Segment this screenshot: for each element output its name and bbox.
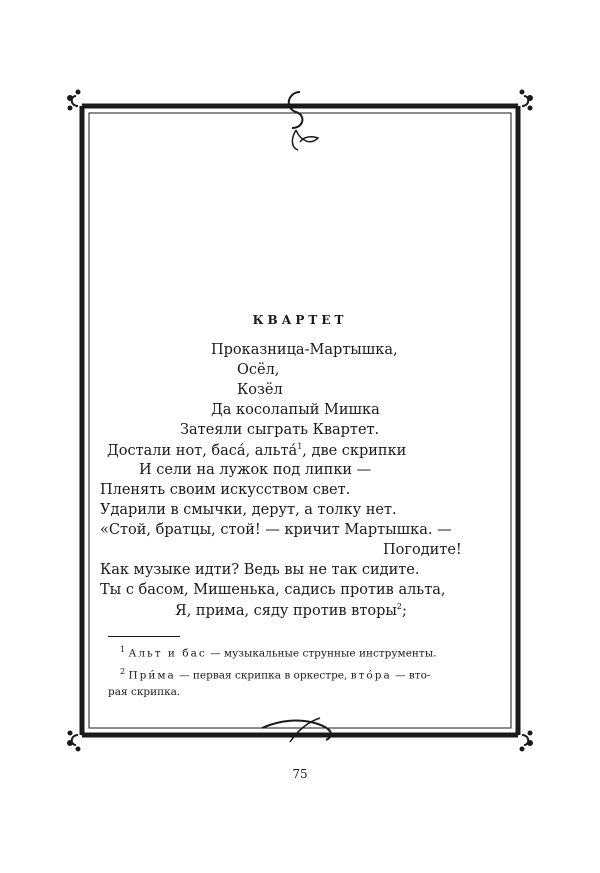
footnote-divider — [108, 636, 180, 637]
footnote-text: — вто- — [391, 669, 431, 681]
footnote-text: — музыкальные струнные инструменты. — [206, 647, 437, 660]
footnote-ref: 1 — [297, 442, 303, 451]
poem-line: Осёл, — [237, 362, 280, 378]
footnote-continuation: рая скрипка. — [108, 686, 181, 698]
poem-line: Проказница-Мартышка, — [211, 342, 398, 358]
footnote-mark: 1 — [120, 645, 126, 654]
poem-line-text: Я, прима, сяду против вторы — [175, 602, 397, 619]
poem-line — [107, 442, 406, 459]
poem-line: Затеяли сыграть Квартет. — [180, 422, 380, 438]
poem-line: «Стой, братцы, стой! — кричит Мартышка. — — [100, 522, 452, 538]
poem-line: И сели на лужок под липки — — [139, 462, 372, 478]
poem-line-text: ; — [401, 602, 407, 619]
page-number: 75 — [292, 767, 308, 781]
poem-line: Ударили в смычки, дерут, а толку нет. — [100, 502, 397, 518]
poem-line — [175, 602, 407, 619]
footnote-ref: 2 — [396, 602, 402, 611]
poem-line: Погодите! — [383, 542, 462, 558]
footnote-term: Альт и бас — [128, 647, 207, 660]
footnote — [108, 641, 498, 663]
poem-line-text: Достали нот, баса́, альта́ — [107, 442, 298, 459]
poem-line: Пленять своим искусством свет. — [100, 482, 351, 498]
footnote-term: вто́ра — [350, 669, 392, 681]
poem-title: КВАРТЕТ — [252, 313, 348, 327]
poem-line: Козёл — [237, 382, 283, 398]
footnote-text: — первая скрипка в оркестре, — [175, 669, 351, 681]
poem-line-text: , две скрипки — [302, 442, 407, 459]
footnote-term: При́ма — [128, 669, 176, 681]
poem-line: Ты с басом, Мишенька, садись против альта, — [100, 582, 446, 598]
footnotes — [108, 641, 498, 701]
footnote-mark: 2 — [120, 666, 126, 676]
footnote — [108, 663, 498, 685]
poem-line: Да косолапый Мишка — [211, 402, 380, 418]
poem-line: Как музыке идти? Ведь вы не так сидите. — [100, 562, 420, 578]
